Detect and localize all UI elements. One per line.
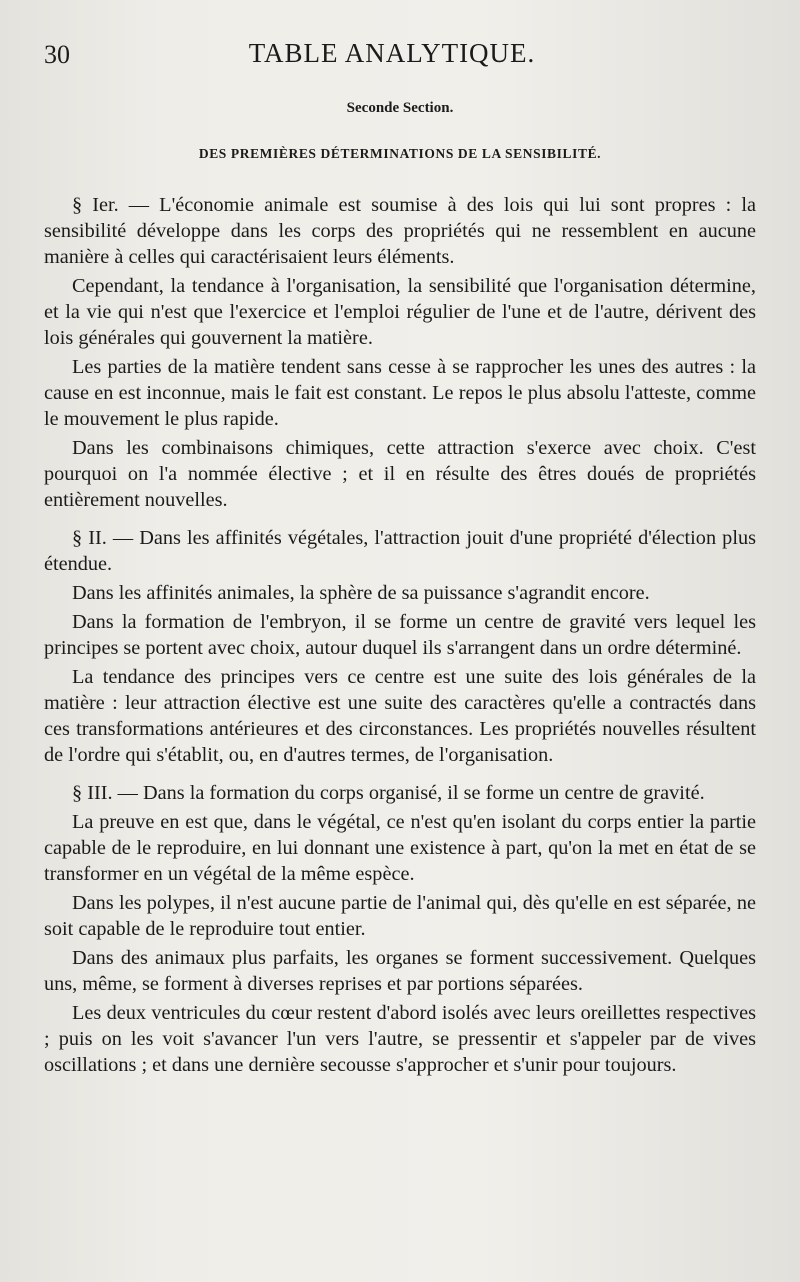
paragraph-13: Les deux ventricules du cœur restent d'abord isolés avec leurs oreillettes respectives ; puis on les voit s'avancer l'un vers l'autre, se pressentir et s'appeler par de vives oscillations ; et dans une dernière secousse s'approcher et s'unir pour toujours. [44, 1002, 756, 1076]
body-text [44, 192, 756, 1081]
paragraph-9: § III. — Dans la formation du corps organisé, il se forme un centre de gravité. [72, 782, 705, 804]
paragraph-1: § Ier. — L'économie animale est soumise à des lois qui lui sont propres : la sensibilité développe dans les corps des propriétés qui ne ressemblent en aucune manière à celles qui caractérisaient leurs éléments. [44, 194, 756, 268]
chapter-heading: DES PREMIÈRES DÉTERMINATIONS DE LA SENSIBILITÉ. [198, 146, 602, 161]
page-number: 30 [44, 40, 70, 69]
paragraph-7: Dans la formation de l'embryon, il se forme un centre de gravité vers lequel les principes se portent avec choix, autour duquel ils s'arrangent dans un ordre déterminé. [44, 611, 756, 659]
section-heading: Seconde Section. [346, 100, 454, 116]
page-header [44, 38, 740, 72]
paragraph-3: Les parties de la matière tendent sans cesse à se rapprocher les unes des autres : la cause en est inconnue, mais le fait est constant. Le repos le plus absolu l'atteste, comme le mouvement le plus rapide. [44, 356, 756, 430]
paragraph-12: Dans des animaux plus parfaits, les organes se forment successivement. Quelques uns, même, se forment à diverses reprises et par portions séparées. [44, 947, 756, 995]
paragraph-6: Dans les affinités animales, la sphère de sa puissance s'agrandit encore. [72, 582, 650, 604]
paragraph-5: § II. — Dans les affinités végétales, l'attraction jouit d'une propriété d'élection plus étendue. [44, 527, 756, 575]
paragraph-8: La tendance des principes vers ce centre est une suite des lois générales de la matière : leur attraction élective est une suite des caractères qu'elle a contractés dans ces transformations antérieures et des circonstances. Les propriétés nouvelles résultent de l'ordre qui s'établit, ou, en d'autres termes, de l'organisation. [44, 666, 756, 766]
paragraph-10: La preuve en est que, dans le végétal, ce n'est qu'en isolant du corps entier la partie capable de le reproduire, en lui donnant une existence à part, qu'on la met en état de se transformer en un végétal de la même espèce. [44, 811, 756, 885]
paragraph-4: Dans les combinaisons chimiques, cette attraction s'exerce avec choix. C'est pourquoi on l'a nommée élective ; et il en résulte des êtres doués de propriétés entièrement nouvelles. [44, 437, 756, 511]
paragraph-11: Dans les polypes, il n'est aucune partie de l'animal qui, dès qu'elle en est séparée, ne soit capable de le reproduire tout entier. [44, 892, 756, 940]
running-title: TABLE ANALYTIQUE. [248, 38, 536, 68]
paragraph-2: Cependant, la tendance à l'organisation, la sensibilité que l'organisation détermine, et la vie qui n'est que l'exercice et l'emploi régulier de l'une et de l'autre, dérivent des lois générales qui gouvernent la matière. [44, 275, 756, 349]
